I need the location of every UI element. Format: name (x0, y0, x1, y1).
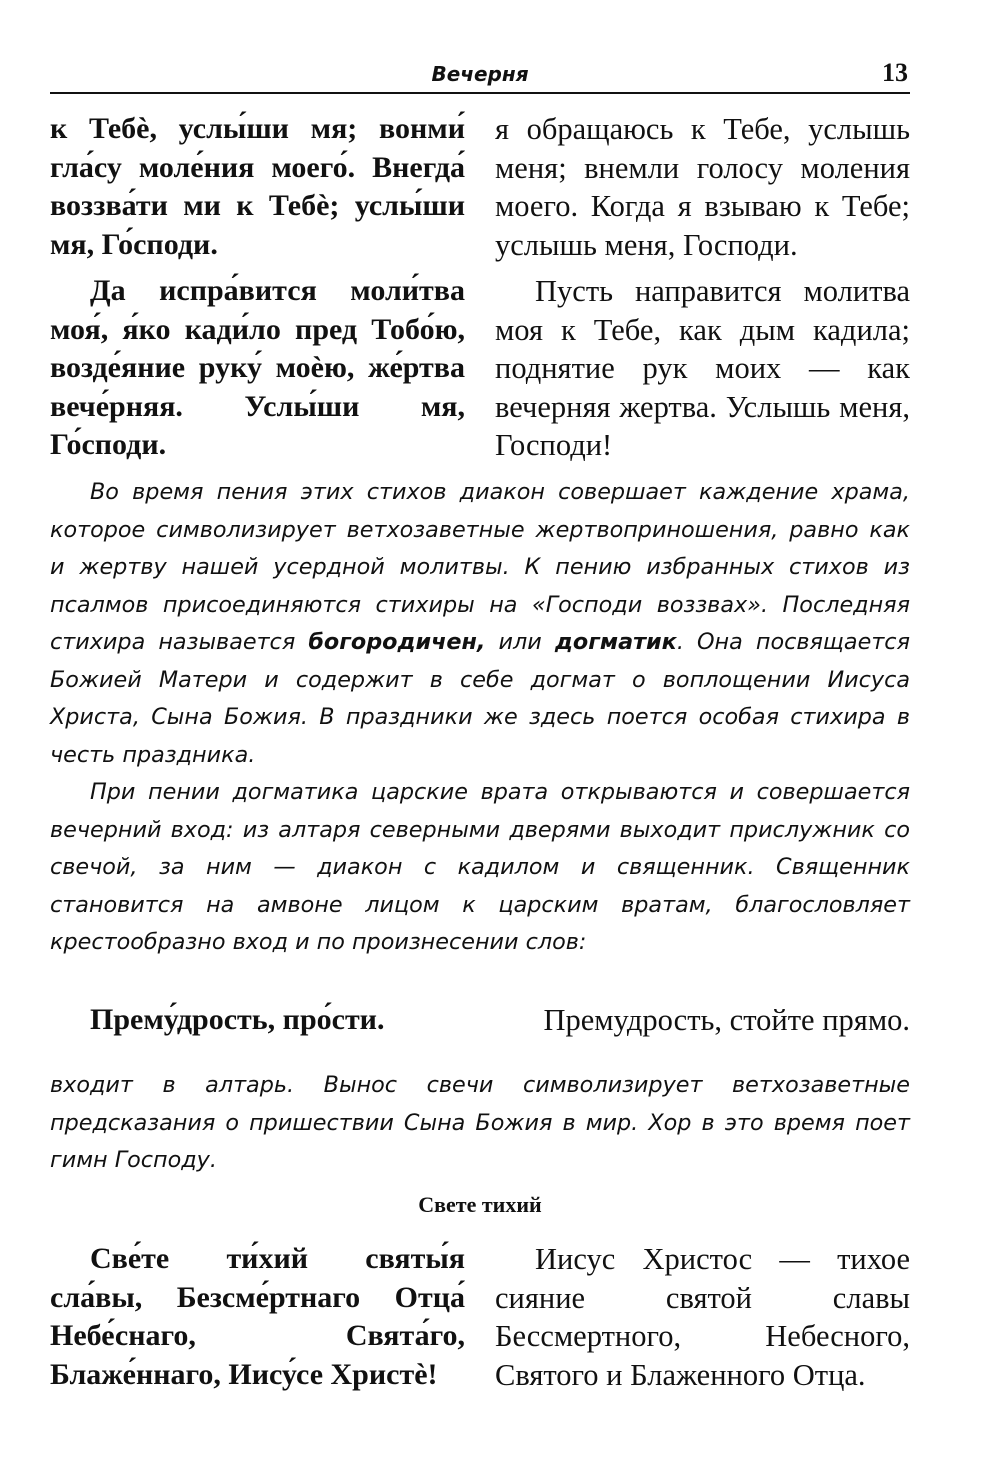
psalm-russian-paragraph-2: Пусть направится молитва моя к Тебе, как дым кадила; поднятие рук моих — как вечерняя жертва. Услышь меня, Господи! (495, 274, 910, 462)
exclamation-russian: Премудрость, стойте прямо. (543, 1003, 910, 1037)
commentary-block-1 (50, 474, 910, 962)
hymn-russian-column (495, 1240, 910, 1394)
hymn-slavonic-column (50, 1240, 465, 1394)
commentary-paragraph-3: входит в алтарь. Вынос свечи символизирует ветхозаветные предсказания о пришествии Сына Божия в мир. Хор в это время поет гимн Господу. (50, 1072, 910, 1173)
hymn-slavonic-text: Све́те ти́хий святы́я сла́вы, Безсме́ртнаго Отца́ Небе́снаго, Свята́го, Блаже́ннаго, Иису́се Христѐ! (50, 1242, 465, 1391)
hymn-russian-text: Иисус Христос — тихое сияние святой славы Бессмертного, Небесного, Святого и Блаженного Отца. (495, 1242, 910, 1392)
commentary-block-2 (50, 1067, 910, 1180)
running-header (50, 52, 910, 94)
exclamation-slavonic: Прему́дрость, про́сти. (90, 1003, 385, 1036)
term-dogmatik: догматик (554, 629, 677, 655)
commentary-text: или (485, 629, 555, 655)
running-title: Вечерня (431, 62, 529, 86)
psalm-russian-paragraph-1: я обращаюсь к Тебе, услышь меня; внемли голосу моления моего. Когда я взываю к Тебе; услышь меня, Господи. (495, 112, 910, 262)
page-number: 13 (882, 58, 908, 87)
commentary-text: . Она посвящается Божией Матери и содержит в себе догмат о воплощении Иисуса Христа, Сына Божия. В праздники же здесь поется особая стихира в честь праздника. (50, 629, 910, 768)
psalm-slavonic-paragraph-2: Да испра́вится моли́тва моя́, я́ко кади́ло пред Тобо́ю, возде́яние руку́ моѐю, же́ртва вече́рняя. Услы́ши мя, Го́споди. (50, 274, 465, 461)
commentary-paragraph-2: При пении догматика царские врата открываются и совершается вечерний вход: из алтаря северными дверями выходит прислужник со свечой, за ним — диакон с кадилом и священник. Священник становится на амвоне лицом к царским вратам, благословляет крестообразно вход и по произнесении слов: (50, 779, 910, 955)
psalm-slavonic-paragraph-1: к Тебѐ, услы́ши мя; вонми́ гла́су моле́ния моего́. Внегда́ воззва́ти ми к Тебѐ; услы́ши мя, Го́споди. (50, 112, 465, 261)
hymn-title: Свете тихий (418, 1192, 542, 1217)
psalm-russian-column (495, 110, 910, 465)
commentary-text: Во время пения этих стихов диакон совершает каждение храма, которое символизирует ветхозаветные жертвоприношения, равно как и жертву нашей усердной молитвы. К пению избранных стихов из псалмов присоединяются стихиры на «Господи воззвах». Последняя стихира называется (50, 479, 910, 655)
commentary-paragraph-1 (50, 474, 910, 774)
term-bogorodichen: богородичен, (308, 629, 486, 655)
psalm-slavonic-column (50, 110, 465, 465)
